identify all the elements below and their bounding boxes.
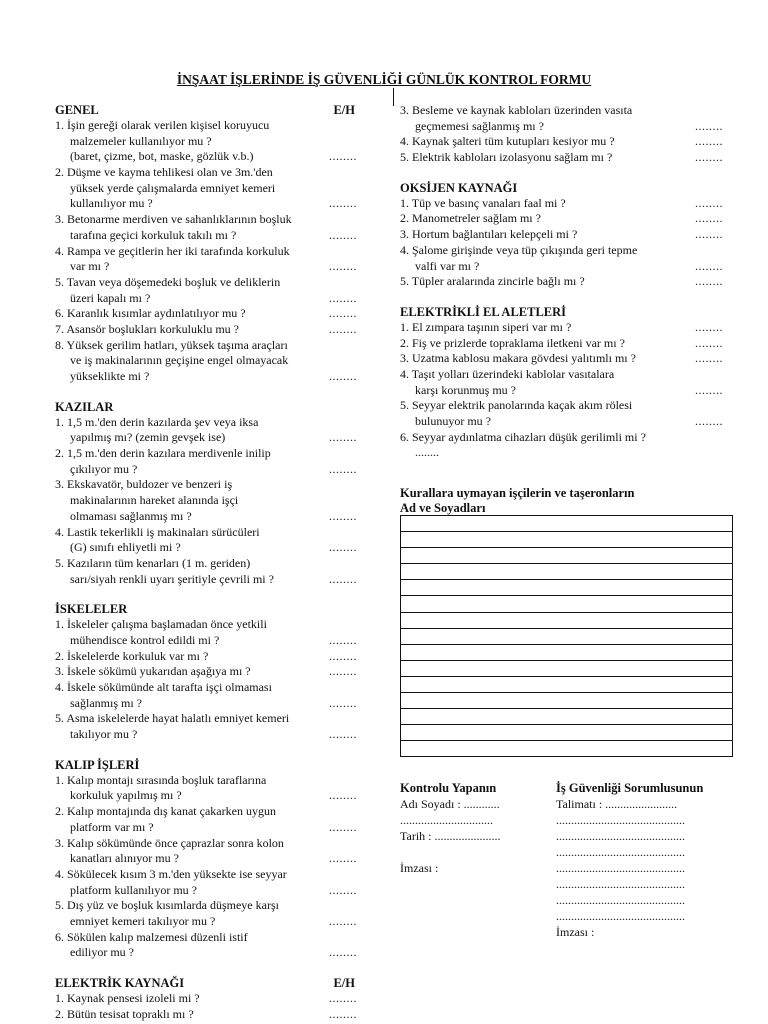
checklist-item [55, 446, 365, 477]
checklist-item-text: mühendisce kontrol edildi mi ? [70, 632, 220, 647]
signature-controller [400, 780, 500, 876]
checklist-item-text: 1. 1,5 m.'den derin kazılarda şev veya iksa [55, 414, 259, 429]
names-table [400, 515, 733, 757]
checklist-item-text: üzeri kapalı mı ? [70, 290, 151, 305]
officer-instruction-line[interactable]: ........................................... [556, 861, 685, 875]
answer-blank[interactable]: ........ [329, 149, 357, 164]
names-table-row [401, 532, 733, 548]
answer-blank[interactable]: ........ [329, 1006, 357, 1021]
answer-blank[interactable]: ........ [329, 571, 357, 586]
names-table-row [401, 548, 733, 564]
checklist-item-text: karşı korunmuş mu ? [415, 382, 516, 397]
checklist-item-text: yüksek yerde çalışmalarda emniyet kemeri [70, 180, 276, 195]
answer-blank[interactable]: ........ [695, 335, 723, 350]
section-title-text: OKSİJEN KAYNAĞI [400, 180, 518, 195]
checklist-item [55, 306, 365, 322]
name-entry-cell[interactable] [401, 725, 733, 741]
checklist-item-text: valfi var mı ? [415, 258, 480, 273]
checklist-item [400, 274, 735, 290]
checklist-item-text: 3. Hortum bağlantıları kelepçeli mi ? [400, 227, 578, 242]
checklist-item-text: (G) sınıfı ehliyetli mi ? [70, 540, 181, 555]
names-block-title [400, 486, 735, 516]
officer-instruction-line[interactable]: ........................................... [556, 829, 685, 843]
checklist-item [400, 211, 735, 227]
checklist-item-text: 4. Şalome girişinde veya tüp çıkışında geri tepme [400, 242, 638, 257]
officer-signature-field[interactable]: İmzası : [556, 925, 595, 939]
answer-blank[interactable]: ........ [329, 306, 357, 321]
checklist-item-text: 5. Asma iskelelerde hayat halatlı emniyet kemeri [55, 711, 290, 726]
names-table-row [401, 660, 733, 676]
checklist-item-text: 4. Sökülecek kısım 3 m.'den yüksekte ise seyyar [55, 866, 287, 881]
controller-name-field[interactable]: Adı Soyadı : ............ [400, 797, 500, 811]
section-title-text: ELEKTRİKLİ EL ALETLERİ [400, 304, 567, 319]
section-gap [55, 743, 365, 758]
checklist-item [55, 991, 365, 1007]
officer-instruction-field[interactable]: Talimatı : ........................ [556, 797, 678, 811]
officer-instruction-line[interactable]: ........................................... [556, 909, 685, 923]
checklist-item-text: 4. Rampa ve geçitlerin her iki tarafında korkuluk [55, 243, 290, 258]
checklist-item [55, 804, 365, 835]
answer-blank[interactable]: ........ [329, 788, 357, 803]
checklist-item-text: 2. İskelelerde korkuluk var mı ? [55, 648, 209, 663]
controller-date-field[interactable]: Tarih : ...................... [400, 829, 501, 843]
answer-blank[interactable]: ........ [329, 819, 357, 834]
checklist-item-text: 7. Asansör boşlukları korkuluklu mu ? [55, 321, 239, 336]
checklist-item-text: var mı ? [70, 259, 110, 274]
section-title [55, 602, 365, 617]
checklist-item [400, 351, 735, 367]
section-title-text: GENEL [55, 103, 99, 117]
section-title [55, 103, 365, 118]
name-entry-cell[interactable] [401, 693, 733, 709]
answer-blank[interactable]: ........ [695, 211, 723, 226]
checklist-item [55, 1007, 365, 1023]
checklist-item-text: takılıyor mu ? [70, 727, 138, 742]
answer-blank[interactable]: ........ [329, 227, 357, 242]
checklist-item-text: makinalarının hareket alanında işçi [70, 493, 239, 508]
name-entry-cell[interactable] [401, 516, 733, 532]
checklist-item [55, 664, 365, 680]
name-entry-cell[interactable] [401, 612, 733, 628]
section-title-text: KAZILAR [55, 399, 114, 414]
left-column [55, 103, 365, 1022]
checklist-item-text: 1. El zımpara taşının siperi var mı ? [400, 319, 572, 334]
section-title-text: İSKELELER [55, 602, 128, 617]
checklist-item-text: geçmemesi sağlanmış mı ? [415, 118, 544, 133]
checklist-item-text: platform var mı ? [70, 819, 154, 834]
names-title-line2: Ad ve Soyadları [400, 501, 486, 515]
checklist-item-text: kanatları alınıyor mu ? [70, 851, 179, 866]
checklist-item-text: sağlanmış mı ? [70, 695, 142, 710]
names-table-row [401, 516, 733, 532]
name-entry-cell[interactable] [401, 580, 733, 596]
checklist-item-text: 3. İskele sökümü yukarıdan aşağıya mı ? [55, 664, 251, 679]
name-entry-cell[interactable] [401, 532, 733, 548]
checklist-item [400, 320, 735, 336]
checklist-item-text: 1. İskeleler çalışma başlamadan önce yetkili [55, 617, 267, 632]
names-table-row [401, 596, 733, 612]
names-table-row [401, 644, 733, 660]
checklist-item-text: 6. Seyyar aydınlatma cihazları düşük gerilimli mi ? [400, 429, 646, 444]
checklist-item-text: 5. Dış yüz ve boşluk kısımlarda düşmeye karşı [55, 898, 279, 913]
answer-blank[interactable]: ........ [695, 319, 723, 334]
checklist-item [55, 930, 365, 961]
name-entry-cell[interactable] [401, 676, 733, 692]
name-entry-cell[interactable] [401, 628, 733, 644]
answer-blank[interactable]: ........ [695, 414, 723, 428]
section-title [55, 758, 365, 773]
checklist-item [400, 227, 735, 243]
names-table-row [401, 580, 733, 596]
checklist-item-text: 2. 1,5 m.'den derin kazılara merdivenle inilip [55, 446, 271, 461]
checklist-item-text: 6. Karanlık kısımlar aydınlatılıyor mu ? [55, 306, 246, 321]
names-table-row [401, 612, 733, 628]
checklist-item [55, 275, 365, 306]
checklist-item [400, 103, 735, 134]
checklist-item [55, 649, 365, 665]
checklist-item [400, 150, 735, 166]
answer-blank[interactable]: ........ [329, 991, 357, 1005]
answer-blank[interactable]: ........ [329, 540, 357, 555]
checklist-item [55, 898, 365, 929]
checklist-item [55, 338, 365, 385]
checklist-item-text: 4. Taşıt yolları üzerindeki kablolar vasıtalara [400, 366, 615, 381]
checklist-item-text: 1. Tüp ve basınç vanaları faal mi ? [400, 195, 566, 210]
checklist-item-text: 2. Fiş ve prizlerde topraklama iletkeni var mı ? [400, 335, 625, 350]
checklist-item-text: 1. İşin gereği olarak verilen kişisel koruyucu [55, 118, 270, 132]
section-gap [55, 961, 365, 976]
name-entry-cell[interactable] [401, 564, 733, 580]
answer-blank[interactable]: ........ [329, 196, 357, 211]
answer-blank[interactable]: ........ [695, 150, 723, 165]
checklist-item-text: kullanılıyor mu ? [70, 196, 153, 211]
checklist-item-text: tarafına geçici korkuluk takılı mı ? [70, 227, 237, 242]
name-entry-cell[interactable] [401, 660, 733, 676]
checklist-item-text: 3. Uzatma kablosu makara gövdesi yalıtımlı mı ? [400, 351, 636, 366]
checklist-item [400, 243, 735, 274]
names-table-row [401, 709, 733, 725]
checklist-item [55, 165, 365, 212]
officer-instruction-line[interactable]: ........................................... [556, 877, 685, 891]
answer-blank[interactable]: ........ [329, 695, 357, 710]
answer-blank[interactable]: ........ [329, 913, 357, 928]
checklist-item-text: 3. Betonarme merdiven ve sahanlıklarının boşluk [55, 212, 292, 227]
name-entry-cell[interactable] [401, 709, 733, 725]
checklist-item [55, 477, 365, 524]
checklist-item [55, 244, 365, 275]
checklist-item-text: 3. Kalıp sökümünde önce çaprazlar sonra kolon [55, 835, 284, 850]
checklist-item-text: 5. Seyyar elektrik panolarında kaçak akım rölesi [400, 398, 633, 413]
checklist-item-text: sarı/siyah renkli uyarı şeritiyle çevrili mi ? [70, 571, 274, 586]
controller-signature-field[interactable]: İmzası : [400, 861, 439, 875]
eh-column-label: E/H [333, 103, 355, 117]
checklist-item-text: 1. Kalıp montajı sırasında boşluk taraflarına [55, 772, 267, 787]
officer-instruction-line[interactable]: ........................................... [556, 845, 685, 859]
checklist-item-text: bulunuyor mu ? [415, 414, 491, 428]
officer-heading: İş Güvenliği Sorumlusunun [556, 781, 704, 795]
section-title [400, 305, 735, 320]
checklist-item-text: 2. Düşme ve kayma tehlikesi olan ve 3m.'den [55, 165, 273, 180]
answer-blank[interactable]: ........ [695, 351, 723, 366]
checklist-item-text: 2. Kalıp montajında dış kanat çakarken uygun [55, 804, 276, 819]
answer-blank[interactable]: ........ [329, 321, 357, 336]
answer-blank[interactable]: ........ [695, 227, 723, 242]
names-table-row [401, 676, 733, 692]
answer-blank[interactable]: ........ [695, 258, 723, 273]
checklist-item-text: malzemeler kullanılıyor mu ? [70, 133, 212, 148]
checklist-item-text: 5. Kazıların tüm kenarları (1 m. geriden) [55, 555, 251, 570]
checklist-item-text: 3. Ekskavatör, buldozer ve benzeri iş [55, 477, 233, 492]
answer-blank[interactable]: ........ [329, 851, 357, 866]
names-table-row [401, 628, 733, 644]
checklist-item [400, 367, 735, 398]
answer-blank[interactable]: ........ [695, 118, 723, 133]
form-title: İNŞAAT İŞLERİNDE İŞ GÜVENLİĞİ GÜNLÜK KONTROL FORMU [176, 72, 592, 87]
right-column [400, 103, 735, 461]
checklist-item-text: 4. Kaynak şalteri tüm kutupları kesiyor mu ? [400, 134, 615, 149]
officer-instruction-lines [556, 812, 703, 924]
answer-blank[interactable]: ........ [695, 195, 723, 210]
eh-column-label: E/H [333, 976, 355, 990]
name-entry-cell[interactable] [401, 644, 733, 660]
section-gap [400, 166, 735, 181]
checklist-item [55, 322, 365, 338]
section-title-text: KALIP İŞLERİ [55, 757, 140, 772]
answer-blank[interactable]: ........ [329, 727, 357, 742]
checklist-item [55, 617, 365, 648]
checklist-item [55, 867, 365, 898]
checklist-item-text: 5. Tüpler aralarında zincirle bağlı mı ? [400, 274, 585, 289]
answer-blank[interactable]: ........ [329, 945, 357, 960]
checklist-item-text: platform kullanılıyor mu ? [70, 882, 197, 897]
names-table-row [401, 741, 733, 757]
header-divider [393, 88, 394, 106]
checklist-item-text: (baret, çizme, bot, maske, gözlük v.b.) [70, 149, 254, 164]
checklist-item [400, 336, 735, 352]
checklist-item-text: 2. Manometreler sağlam mı ? [400, 211, 541, 226]
answer-blank[interactable]: ........ [329, 430, 357, 445]
names-table-row [401, 725, 733, 741]
checklist-item [400, 134, 735, 150]
signature-safety-officer [556, 780, 703, 940]
names-table-row [401, 564, 733, 580]
checklist-item-text: ........ [415, 445, 439, 460]
checklist-item [55, 118, 365, 165]
answer-blank[interactable]: ........ [329, 882, 357, 897]
checklist-item-text: 3. Besleme ve kaynak kabloları üzerinden vasıta [400, 103, 633, 117]
answer-blank[interactable]: ........ [329, 290, 357, 305]
spacer [400, 844, 500, 860]
checklist-item [55, 836, 365, 867]
checklist-item-text: 2. Bütün tesisat topraklı mı ? [55, 1006, 194, 1021]
controller-heading: Kontrolu Yapanın [400, 781, 497, 795]
controller-name-field-cont[interactable]: ............................... [400, 813, 493, 827]
name-entry-cell[interactable] [401, 741, 733, 757]
checklist-item [400, 398, 735, 429]
checklist-item [55, 212, 365, 243]
section-gap [55, 385, 365, 400]
checklist-item-text: 1. Kaynak pensesi izoleli mi ? [55, 991, 200, 1005]
names-table-row [401, 693, 733, 709]
section-title-text: ELEKTRİK KAYNAĞI [55, 976, 185, 990]
checklist-item-text: korkuluk yapılmış mı ? [70, 788, 182, 803]
section-title [400, 181, 735, 196]
checklist-item [55, 415, 365, 446]
section-gap [55, 587, 365, 602]
checklist-item-text: ve iş makinalarının geçişine engel olmayacak [70, 353, 289, 368]
section-title [55, 400, 365, 415]
checklist-item-text: olmaması sağlanmış mı ? [70, 508, 192, 523]
checklist-item [55, 773, 365, 804]
name-entry-cell[interactable] [401, 548, 733, 564]
checklist-item-text: 4. İskele sökümünde alt tarafta işçi olmaması [55, 680, 272, 694]
answer-blank[interactable]: ........ [329, 664, 357, 679]
answer-blank[interactable]: ........ [329, 648, 357, 663]
names-title-line1: Kurallara uymayan işçilerin ve taşeronların [400, 486, 635, 500]
checklist-item-text: ediliyor mu ? [70, 945, 134, 960]
checklist-item [55, 680, 365, 711]
answer-blank[interactable]: ........ [329, 369, 357, 383]
checklist-item-text: 5. Tavan veya döşemedeki boşluk ve deliklerin [55, 274, 281, 289]
checklist-item-text: 6. Sökülen kalıp malzemesi düzenli istif [55, 929, 248, 944]
answer-blank[interactable]: ........ [329, 508, 357, 523]
checklist-item [400, 196, 735, 212]
answer-blank[interactable]: ........ [329, 632, 357, 647]
checklist-item [55, 711, 365, 742]
checklist-item [400, 430, 735, 461]
name-entry-cell[interactable] [401, 596, 733, 612]
officer-instruction-line[interactable]: ........................................... [556, 813, 685, 827]
checklist-item [55, 525, 365, 556]
checklist-item-text: 5. Elektrik kabloları izolasyonu sağlam mı ? [400, 150, 613, 165]
checklist-item-text: yükseklikte mi ? [70, 369, 150, 383]
checklist-item-text: yapılmış mı? (zemin gevşek ise) [70, 430, 226, 445]
section-gap [400, 290, 735, 305]
answer-blank[interactable]: ........ [695, 382, 723, 397]
checklist-item-text: çıkılıyor mu ? [70, 461, 138, 476]
answer-blank[interactable]: ........ [329, 259, 357, 274]
answer-blank[interactable]: ........ [329, 461, 357, 476]
section-title [55, 976, 365, 991]
checklist-item-text: 8. Yüksek gerilim hatları, yüksek taşıma araçları [55, 337, 288, 352]
checklist-item-text: emniyet kemeri takılıyor mu ? [70, 913, 216, 928]
answer-blank[interactable]: ........ [695, 274, 723, 289]
checklist-item-text: 4. Lastik tekerlikli iş makinaları sürücüleri [55, 524, 260, 539]
checklist-item [55, 556, 365, 587]
officer-instruction-line[interactable]: ........................................... [556, 893, 685, 907]
answer-blank[interactable]: ........ [695, 134, 723, 149]
